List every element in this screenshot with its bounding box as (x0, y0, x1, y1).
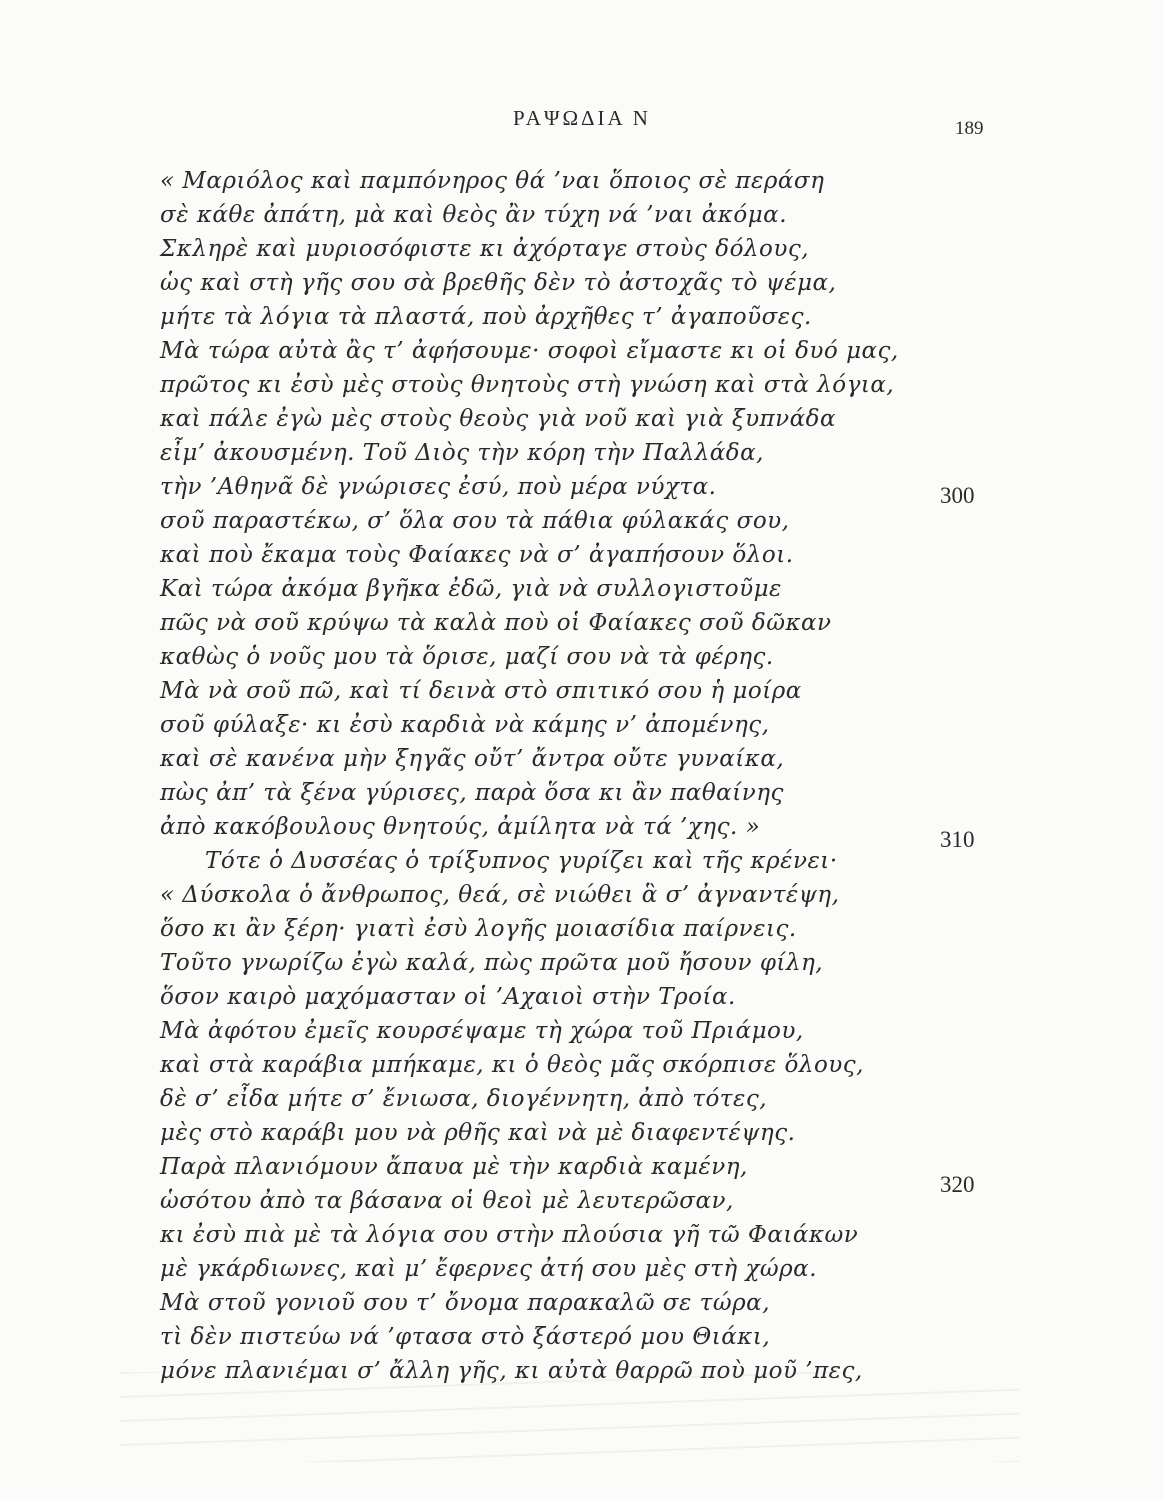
verse-line: ἀπὸ κακόβουλους θνητούς, ἀμίλητα νὰ τά ’χης. » (160, 814, 761, 840)
verse-line: πὼς ἀπ’ τὰ ξένα γύρισες, παρὰ ὅσα κι ἂν παθαίνης (160, 780, 784, 806)
verse-line: καὶ ποὺ ἔκαμα τοὺς Φαίακες νὰ σ’ ἀγαπήσουν ὅλοι. (160, 542, 794, 568)
verse-line: καθὼς ὁ νοῦς μου τὰ ὅρισε, μαζί σου νὰ τὰ φέρης. (160, 644, 774, 670)
verse-line: τὶ δὲν πιστεύω νά ’φτασα στὸ ξάστερό μου Θιάκι, (160, 1324, 771, 1350)
verse-line: ὡσότου ἀπὸ τα βάσανα οἱ θεοὶ μὲ λευτερῶσαν, (160, 1188, 734, 1214)
verse-line: μὲς στὸ καράβι μου νὰ ρθῆς καὶ νὰ μὲ διαφεντέψης. (160, 1120, 796, 1146)
verse-line: σοῦ φύλαξε· κι ἐσὺ καρδιὰ νὰ κάμης ν’ ἀπομένης, (160, 712, 770, 738)
page-number: 189 (955, 118, 984, 139)
verse-line: Καὶ τώρα ἀκόμα βγῆκα ἐδῶ, γιὰ νὰ συλλογιστοῦμε (160, 576, 782, 602)
verse-line: Σκληρὲ καὶ μυριοσόφιστε κι ἀχόρταγε στοὺς δόλους, (160, 236, 810, 262)
verse-line: μόνε πλανιέμαι σ’ ἄλλη γῆς, κι αὐτὰ θαρρῶ ποὺ μοῦ ’πες, (160, 1358, 863, 1384)
verse-line: Παρὰ πλανιόμουν ἄπαυα μὲ τὴν καρδιὰ καμένη, (160, 1154, 748, 1180)
verse-line: « Δύσκολα ὁ ἄνθρωπος, θεά, σὲ νιώθει ἃ σ’ ἀγναντέψη, (160, 882, 840, 908)
verse-line: καὶ στὰ καράβια μπήκαμε, κι ὁ θεὸς μᾶς σκόρπισε ὅλους, (160, 1052, 864, 1078)
verse-line: μὲ γκάρδιωνες, καὶ μ’ ἔφερνες ἀτή σου μὲς στὴ χώρα. (160, 1256, 818, 1282)
verse-line: ὡς καὶ στὴ γῆς σου σὰ βρεθῆς δὲν τὸ ἀστοχᾶς τὸ ψέμα, (160, 270, 837, 296)
verse-line: εἶμ’ ἀκουσμένη. Τοῦ Διὸς τὴν κόρη τὴν Παλλάδα, (160, 440, 764, 466)
verse-line: καὶ σὲ κανένα μὴν ξηγᾶς οὔτ’ ἄντρα οὔτε γυναίκα, (160, 746, 785, 772)
verse-line: κι ἐσὺ πιὰ μὲ τὰ λόγια σου στὴν πλούσια γῆ τῶ Φαιάκων (160, 1222, 859, 1248)
verse-line: ὅσον καιρὸ μαχόμασταν οἱ ’Αχαιοὶ στὴν Τροία. (160, 984, 736, 1010)
line-number-310: 310 (940, 827, 975, 852)
verse-line: σὲ κάθε ἀπάτη, μὰ καὶ θεὸς ἂν τύχη νά ’ναι ἀκόμα. (160, 202, 788, 228)
verse-line: Μὰ νὰ σοῦ πῶ, καὶ τί δεινὰ στὸ σπιτικό σου ἡ μοίρα (160, 678, 802, 704)
verse-line: Μὰ στοῦ γονιοῦ σου τ’ ὄνομα παρακαλῶ σε τώρα, (160, 1290, 770, 1316)
verse-line: τὴν ’Αθηνᾶ δὲ γνώρισες ἐσύ, ποὺ μέρα νύχτα. (160, 474, 717, 500)
verse-line: ὅσο κι ἂν ξέρη· γιατὶ ἐσὺ λογῆς μοιασίδια παίρνεις. (160, 916, 797, 942)
verse-line: πῶς νὰ σοῦ κρύψω τὰ καλὰ ποὺ οἱ Φαίακες σοῦ δῶκαν (160, 610, 832, 636)
verse-line: πρῶτος κι ἐσὺ μὲς στοὺς θνητοὺς στὴ γνώση καὶ στὰ λόγια, (160, 372, 895, 398)
verse-line: σοῦ παραστέκω, σ’ ὅλα σου τὰ πάθια φύλακάς σου, (160, 508, 790, 534)
verse-line: « Μαριόλος καὶ παμπόνηρος θά ’ναι ὅποιος σὲ περάση (160, 168, 825, 194)
verse-line: δὲ σ’ εἶδα μήτε σ’ ἔνιωσα, διογέννητη, ἀπὸ τότες, (160, 1086, 768, 1112)
verse-line: Τότε ὁ Δυσσέας ὁ τρίξυπνος γυρίζει καὶ τῆς κρένει· (205, 848, 838, 874)
verse-line: Μὰ τώρα αὐτὰ ἂς τ’ ἀφήσουμε· σοφοὶ εἴμαστε κι οἱ δυό μας, (160, 338, 899, 364)
line-number-300: 300 (940, 483, 975, 508)
verse-line: Μὰ ἀφότου ἐμεῖς κουρσέψαμε τὴ χώρα τοῦ Πριάμου, (160, 1018, 804, 1044)
verse-line: Τοῦτο γνωρίζω ἐγὼ καλά, πὼς πρῶτα μοῦ ἤσουν φίλη, (160, 950, 824, 976)
verse-line: καὶ πάλε ἐγὼ μὲς στοὺς θεοὺς γιὰ νοῦ καὶ γιὰ ξυπνάδα (160, 406, 837, 432)
running-head: ΡΑΨΩΔΙΑ Ν (513, 106, 651, 130)
line-number-320: 320 (940, 1172, 975, 1197)
verse-line: μήτε τὰ λόγια τὰ πλαστά, ποὺ ἀρχῆθες τ’ ἀγαποῦσες. (160, 304, 812, 330)
